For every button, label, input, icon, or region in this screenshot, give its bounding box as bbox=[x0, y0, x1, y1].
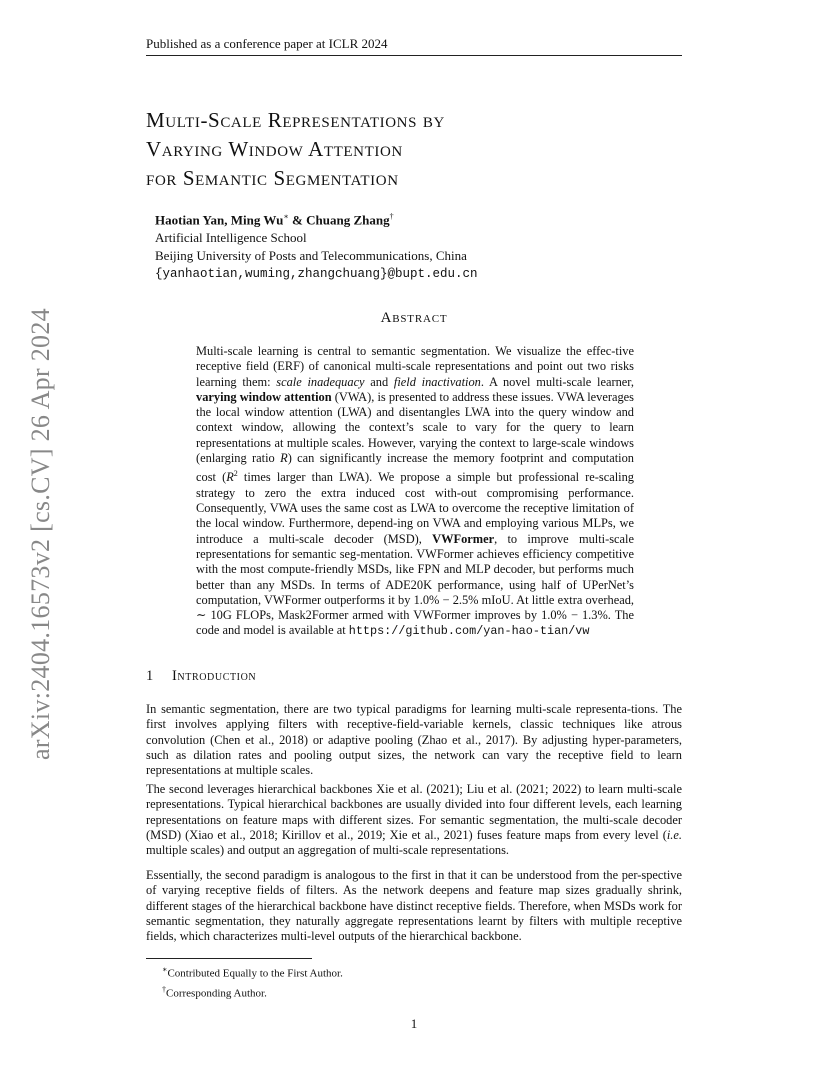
footnote-mark-2: † bbox=[162, 984, 166, 994]
abstract-part-4: (VWA), is presented to address these issues. VWA leverages the local window attention (LWA) and disentangles LWA into the query window and context window, allowing the context’s scale to vary for the query to learn representations at multiple scales. However, varying the context to large-scale windows (enlarging ratio bbox=[196, 389, 635, 466]
intro-paragraph-2-end: multiple scales) and output an aggregation of multi-scale representations. bbox=[146, 843, 510, 858]
intro-paragraph-2-main: The second leverages hierarchical backbones Xie et al. (2021); Liu et al. (2021; 2022) to learn multi-scale representations. Typical hierarchical backbones are usually divided into four different levels, each learning representations on feature maps with different sizes. For semantic segmentation, the multi-scale decoder (MSD) (Xiao et al., 2018; Kirillov et al., 2019; Xie et al., 2021) fuses feature maps from every level ( bbox=[146, 782, 682, 842]
paper-title bbox=[146, 106, 666, 193]
section-heading-introduction bbox=[146, 668, 256, 685]
arxiv-stamp: arXiv:2404.16573v2 [cs.CV] 26 Apr 2024 bbox=[26, 308, 55, 760]
footnote-2 bbox=[162, 982, 343, 1002]
abstract-part-2: and bbox=[364, 374, 394, 389]
abstract-risk-1: scale inadequacy bbox=[276, 374, 365, 389]
abstract-vwa-term: varying window attention bbox=[196, 389, 332, 404]
author-names-a: Haotian Yan, Ming Wu bbox=[155, 212, 284, 228]
page-number: 1 bbox=[410, 1016, 418, 1031]
abstract-heading: Abstract bbox=[380, 310, 448, 326]
author-mark-1: ∗ bbox=[283, 212, 289, 221]
abstract-part-5: ) can significantly increase the memory footprint and computation cost ( bbox=[196, 451, 634, 485]
abstract-superscript: 2 bbox=[233, 469, 238, 479]
affiliation-2: Beijing University of Posts and Telecommunications, China bbox=[155, 248, 467, 264]
footnote-1 bbox=[162, 962, 343, 982]
intro-paragraph-3: Essentially, the second paradigm is analogous to the first in that it can be understood from the per-spective of varying receptive fields of filters. As the network deepens and feature map sizes gradually shrink, different stages of the hierarchical backbone have distinct receptive fields. Therefore, when MSDs work for semantic segmentation, they naturally aggregate representations learnt by filters with multiple receptive fields, which characterizes multi-level outputs of the hierarchical backbone. bbox=[146, 868, 682, 944]
intro-paragraph-2-ie: i.e. bbox=[666, 827, 682, 842]
abstract-part-1: Multi-scale learning is central to semantic segmentation. We visualize the effec-tive receptive field (ERF) of canonical multi-scale representations and point out two risks learning them: bbox=[196, 344, 634, 389]
abstract-part-6: times larger than LWA). We propose a simple but professional re-scaling strategy to zero the extra induced cost with-out compromising performance. Consequently, VWA uses the same cost as LWA to overcome the receptive limitation of the local window. Furthermore, depend-ing on VWA and employing various MLPs, we introduce a multi-scale decoder (MSD), bbox=[196, 470, 634, 546]
abstract-part-3: . A novel multi-scale learner, bbox=[480, 374, 634, 389]
abstract-part-7: , to improve multi-scale representations for semantic seg-mentation. VWFormer achieves efficiency competitive with the most compute-friendly MSDs, like FPN and MLP decoder, but performs much better than any MSDs. In terms of ADE20K performance, using half of UPerNet’s computation, VWFormer outperforms it by 1.0% − 2.5% mIoU. At little extra overhead, ∼ 10G FLOPs, Mask2Former armed with VWFormer improves by 1.0% − 1.3%. The code and model is available at bbox=[196, 531, 635, 638]
footnotes bbox=[162, 962, 343, 1001]
footnote-2-text: Corresponding Author. bbox=[166, 987, 267, 1000]
author-names-b: & Chuang Zhang bbox=[288, 212, 390, 228]
abstract-text bbox=[196, 344, 634, 640]
section-number: 1 bbox=[146, 668, 154, 684]
footnote-mark-1: ∗ bbox=[162, 965, 168, 974]
author-names bbox=[155, 208, 675, 229]
affiliation-1: Artificial Intelligence School bbox=[155, 230, 307, 246]
intro-paragraph-2 bbox=[146, 782, 682, 858]
abstract-vwformer-term: VWFormer bbox=[432, 531, 495, 546]
abstract-risk-2: field inactivation bbox=[393, 374, 481, 389]
abstract-r-squared: R bbox=[226, 470, 234, 485]
running-header: Published as a conference paper at ICLR 2024 bbox=[146, 36, 682, 56]
code-url-link[interactable]: https://github.com/yan-hao-tian/vw bbox=[348, 624, 590, 639]
intro-paragraph-1: In semantic segmentation, there are two typical paradigms for learning multi-scale representa-tions. The first involves applying filters with receptive-field-variable kernels, classic techniques like atrous convolution (Chen et al., 2018) or adaptive pooling (Zhao et al., 2017). By adjusting hyper-parameters, such as dilation rates and pooling output sizes, the network can vary the receptive field to learn representations at multiple scales. bbox=[146, 702, 682, 778]
title-line-2: Varying Window Attention bbox=[146, 137, 403, 161]
author-email: {yanhaotian,wuming,zhangchuang}@bupt.edu.cn bbox=[155, 267, 478, 282]
abstract-ratio-symbol: R bbox=[280, 451, 288, 466]
title-line-3: for Semantic Segmentation bbox=[146, 166, 399, 190]
footnote-1-text: Contributed Equally to the First Author. bbox=[167, 967, 343, 980]
author-mark-2: † bbox=[389, 212, 394, 221]
section-title: Introduction bbox=[172, 668, 257, 684]
author-block bbox=[155, 208, 675, 283]
footnote-rule bbox=[146, 958, 312, 959]
title-line-1: Multi-Scale Representations by bbox=[146, 108, 445, 132]
